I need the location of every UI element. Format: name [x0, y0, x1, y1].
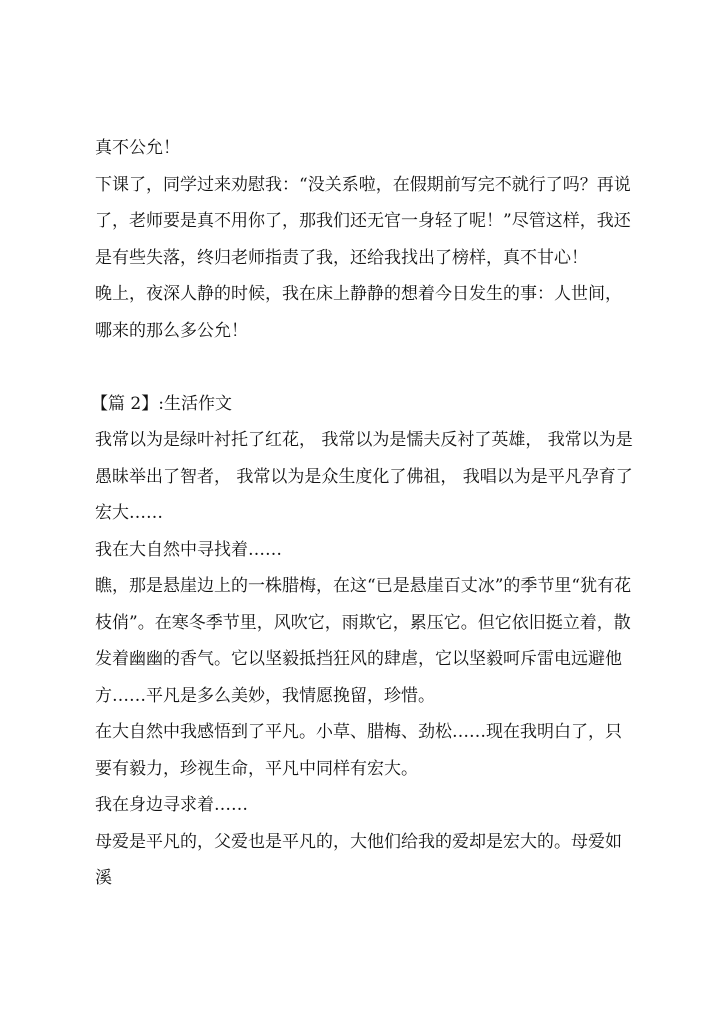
paragraph-2: 下课了，同学过来劝慰我：“没关系啦，在假期前写完不就行了吗？再说了，老师要是真不用你了，那我们还无官一身轻了呢！”尽管这样，我还是有些失落，终归老师指责了我，还给我找出了榜样，真不甘心！: [95, 174, 631, 268]
blank-line: [95, 349, 635, 386]
paragraph-6: 瞧，那是悬崖边上的一株腊梅，在这“已是悬崖百丈冰”的季节里“犹有花枝俏”。在寒冬季节里，风吹它，雨欺它，累压它。但它依旧挺立着，散发着幽幽的香气。它以坚毅抵挡狂风的肆虐，它以坚毅呵斥雷电远避他方……平凡是多么美妙，我情愿挽留，珍惜。: [95, 576, 632, 706]
paragraph-9: 母爱是平凡的，父爱也是平凡的，大他们给我的爱却是宏大的。母爱如溪: [95, 831, 622, 888]
paragraph-4: 我常以为是绿叶衬托了红花， 我常以为是懦夫反衬了英雄， 我常以为是愚昧举出了智者， 我常以为是众生度化了佛祖， 我唱以为是平凡孕育了宏大……: [95, 430, 633, 523]
document-body: [91, 130, 635, 897]
paragraph-5: 我在大自然中寻找着……: [95, 539, 282, 560]
paragraph-3: 晚上，夜深人静的时候，我在床上静静的想着今日发生的事：人世间，哪来的那么多公允！: [95, 284, 622, 341]
section-heading: 【篇 2】:生活作文: [91, 393, 232, 414]
paragraph-7: 在大自然中我感悟到了平凡。小草、腊梅、劲松……现在我明白了，只要有毅力，珍视生命，平凡中同样有宏大。: [95, 722, 622, 779]
paragraph-1: 真不公允！: [95, 138, 180, 158]
paragraph-8: 我在身边寻求着……: [95, 795, 248, 815]
